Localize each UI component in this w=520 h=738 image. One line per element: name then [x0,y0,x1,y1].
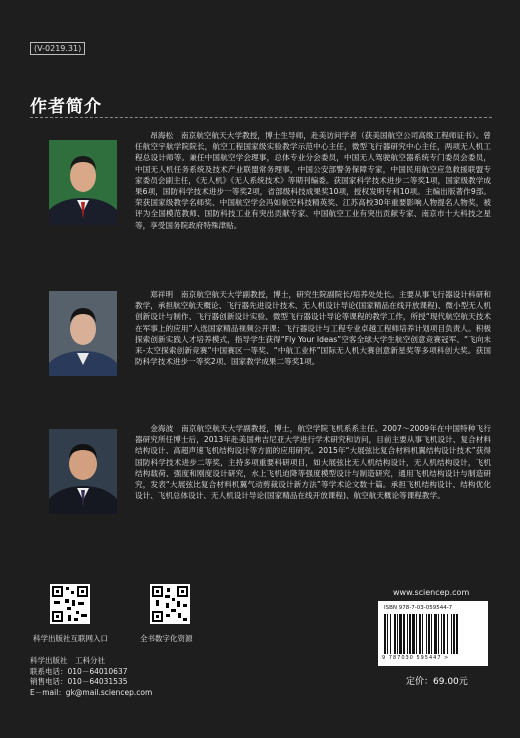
contact-email[interactable]: E－mail：gk@mail.sciencep.com [30,687,153,697]
publisher-info [30,656,152,698]
author-bio-2: 郑祥明 南京航空航天大学副教授，博士，研究生院副院长/培养处处长。主要从事飞行器设计科研和教学，承担航空航天概论、飞行器先进设计技术、无人机设计导论(国家精品在线开放课程)、微小型无人机创新设计与制作、飞行器创新设计实验、微型飞行器设计导论等课程的教学工作，所授“现代航空航天技术在军事上的应用”入选国家精品视频公开课；飞行器设计与工程专业卓越工程师培养计划项目负责人。积极探索创新实践人才培养模式，指导学生获得“Fly Your Ideas”空客全球大学生航空创意竞赛冠军、“飞向未来-太空探索创新竞赛”中国赛区一等奖、“中航工业杯”国际无人机大赛创意新星奖等多项科创大奖。获国防科学技术进步一等奖2项、国家教学成果二等奖1项。 [135,290,491,367]
barcode-bars [384,614,482,654]
qr-caption-digital-resources: 全书数字化资源 [140,634,193,643]
qr-code-digital-resources[interactable] [150,584,190,624]
price: 定价：69.00元 [406,677,468,687]
author-photo-3 [49,429,117,514]
qr-caption-internet-entry: 科学出版社互联网入口 [33,634,108,643]
isbn-number: ISBN 978-7-03-059544-7 [384,605,453,611]
section-heading: 作者简介 [30,97,102,117]
book-code: (V-0219.31) [30,42,85,55]
qr-code-internet-entry[interactable] [50,584,90,624]
isbn-barcode [378,601,488,666]
author-photo-2 [49,291,117,376]
sales-phone: 销售电话：010－64031535 [30,677,128,687]
divider [30,117,492,118]
contact-phone: 联系电话：010－64010637 [30,666,128,676]
barcode-digits: 9 787030 595447 > [382,655,450,661]
publisher-website[interactable]: www.sciencep.com [393,588,470,597]
author-bio-3: 金海波 南京航空航天大学副教授，博士，航空学院飞机系系主任。2007～2009年在中国特种飞行器研究所任博士后，2013年赴美国弗吉尼亚大学进行学术研究和访问，目前主要从事飞机设计、复合材料结构设计、高超声速飞机结构设计等方面的应用研究。2015年“大展弦比复合材料机翼结构设计技术”获得国防科学技术进步二等奖，主持多项重要科研项目，如大展弦比无人机结构设计，无人机结构设计，飞机结构载荷、强度和刚度设计研究，水上飞机迫降等强度模型设计与制造研究，通用飞机结构设计与制造研究，发表“大展弦比复合材料机翼气动剪裁设计新方法”等学术论文数十篇。承担飞机结构设计、结构优化设计、飞机总体设计、无人机设计导论(国家精品在线开放课程)、航空航天概论等课程教学。 [135,424,491,501]
publisher-name: 科学出版社 工科分社 [30,656,105,665]
author-bio-1: 昂海松 南京航空航天大学教授，博士生导师，赴美访问学者（获美国航空公司高级工程师证书）。曾任航空宇航学院院长，航空工程国家级实验教学示范中心主任，微型飞行器研究中心主任，两项无人机工程总设计师等。兼任中国航空学会理事，总体专业分会委员，中国无人驾驶航空器系统专门委员会委员，中国无人机任务系统及技术产业联盟常务理事，中国公安部警务保障专家，中国民用航空应急救援联盟专家委员会副主任，《无人机》《无人系统技术》等期刊编委。获国家科学技术进步二等奖1项，国家级教学成果6项，国防科学技术进步一等奖2项，省部级科技成果奖10项，授权发明专利10项。主编出版著作9部。荣获国家级教学名师奖、中国航空学会冯如航空科技精英奖、江苏高校30年重要影响人物提名人物奖，被评为全国模范教师、国防科技工业有突出贡献专家、中国航空工业有突出贡献专家、南京市十大科技之星等，享受国务院政府特殊津贴。 [135,131,491,230]
author-photo-1 [49,140,117,225]
